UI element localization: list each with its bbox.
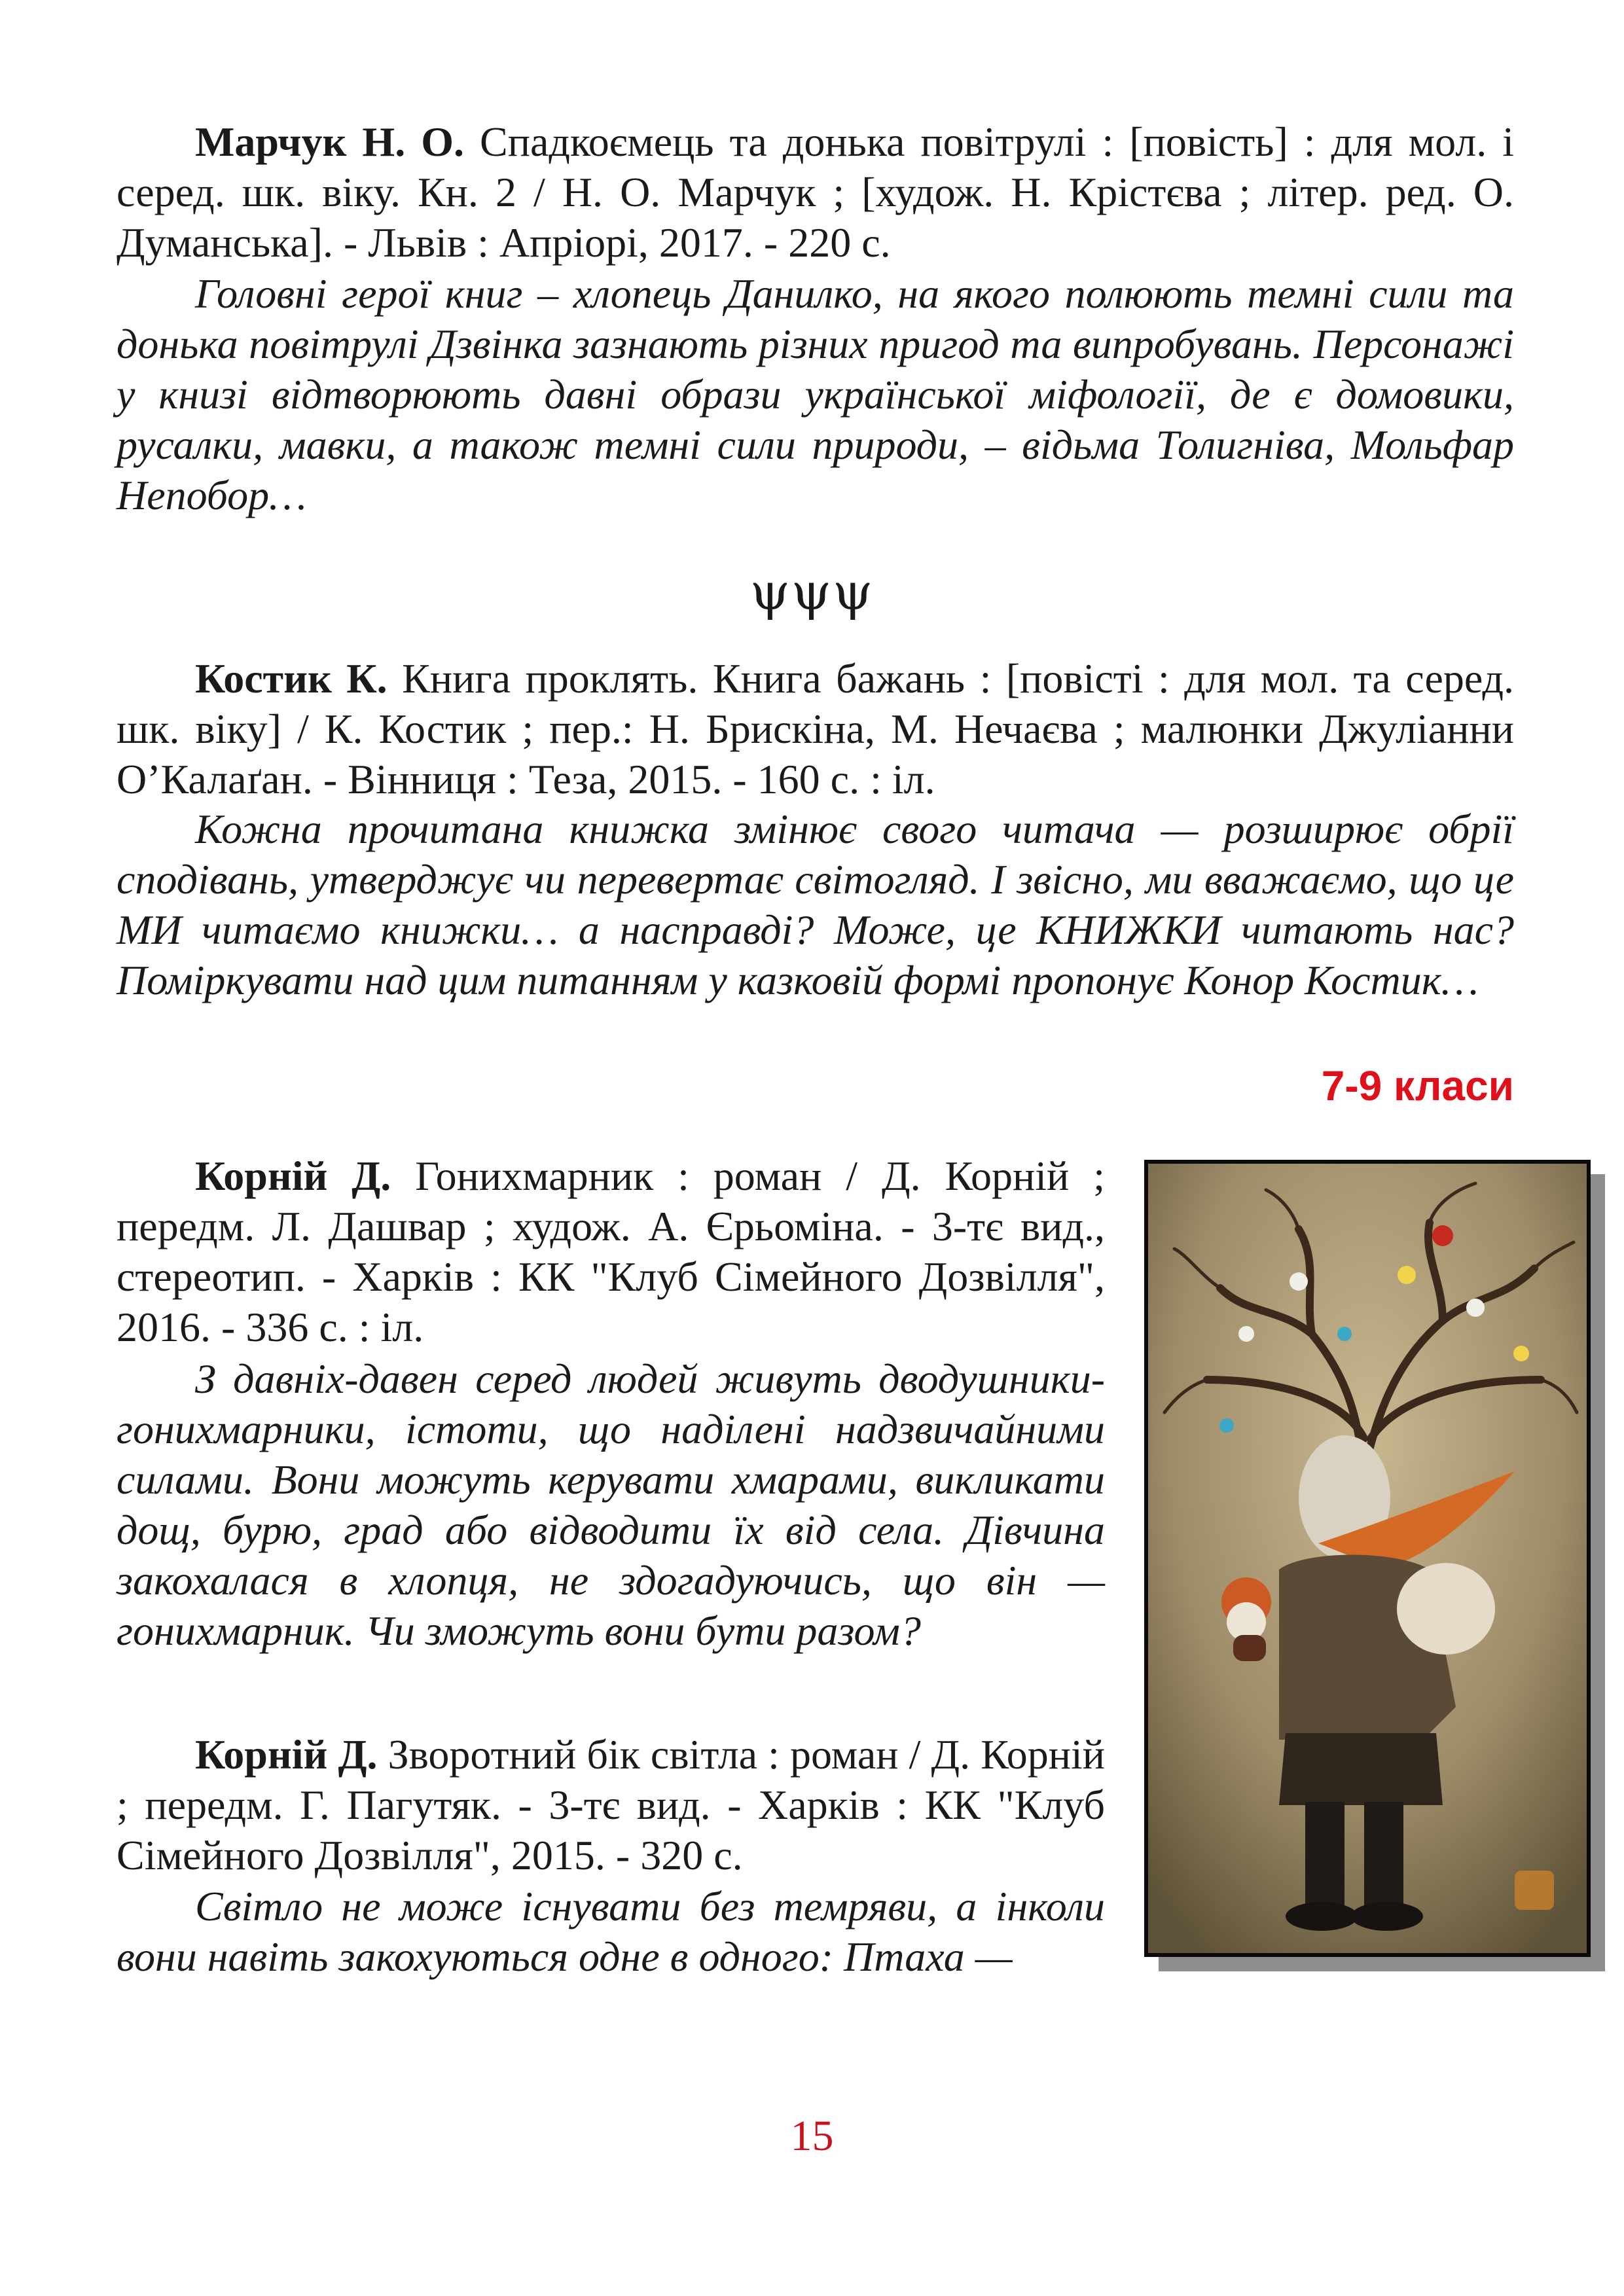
section-separator: ψψψ (749, 563, 875, 622)
page-number: 15 (790, 2112, 834, 2160)
entry-annotation-3: З давніх-давен серед людей живуть дводушники-гонихмарники, істоти, що наділені надзвичайними силами. Вони можуть керувати хмарами, викликати дощ, бурю, град або відводити їх від села. Дівчина закохалася в хлопця, не здогадуючись, що він — гонихмарник. Чи зможуть вони бути разом? (117, 1355, 1105, 1654)
entry-citation-3 (117, 1151, 1105, 1352)
entry-bibliographic-text-4: Зворотний бік світла : роман / Д. Корній ; передм. Г. Пагутяк. - 3-тє вид. - Харків : КК "Клуб Сімейного Дозвілля", 2015. - 320 с. (117, 1731, 1105, 1878)
entry-bibliographic-text-1: Спадкоємець та донька повітрулі : [повість] : для мол. і серед. шк. віку. Кн. 2 / Н. О. Марчук ; [худож. Н. Крістєва ; літер. ред. О. Думанська]. - Львів : Апріорі, 2017. - 220 с. (117, 118, 1515, 266)
entry-author-2: Костик К. (195, 655, 388, 702)
entry-annotation-1: Головні герої книг – хлопець Данилко, на якого полюють темні сили та донька повітрулі Дзвінка зазнають різних пригод та випробувань. Персонажі у книзі відтворюють давні образи української міфології, де є домовики, русалки, мавки, а також темні сили природи, – відьма Толигніва, Мольфар Непобор… (117, 270, 1514, 518)
entry-author-1: Марчук Н. О. (195, 118, 465, 165)
entry-annotation-2: Кожна прочитана книжка змінює свого читача — розширює обрії сподівань, утверджує чи перевертає світогляд. І звісно, ми вважаємо, що це МИ читаємо книжки… а насправді? Може, це КНИЖКИ читають нас? Поміркувати над цим питанням у казковій формі пропонує Конор Костик… (117, 806, 1514, 1003)
entry-citation-1 (117, 117, 1514, 268)
book-cover-illustration (1144, 1160, 1591, 1957)
entry-bibliographic-text-2: Книга проклять. Книга бажань : [повісті : для мол. та серед. шк. віку] / К. Костик ; пер.: Н. Брискіна, М. Нечаєва ; малюнки Джуліанни О’Калаґан. - Вінниця : Теза, 2015. - 160 с. : іл. (117, 655, 1515, 802)
entry-bibliographic-text-3: Гонихмарник : роман / Д. Корній ; передм. Л. Дашвар ; худож. А. Єрьоміна. - 3-тє вид., стереотип. - Харків : КК "Клуб Сімейного Дозвілля", 2016. - 336 с. : іл. (117, 1153, 1106, 1350)
entry-author-4: Корній Д. (195, 1731, 378, 1778)
entry-author-3: Корній Д. (195, 1153, 391, 1199)
entry-citation-4 (117, 1729, 1105, 1880)
grade-heading: 7-9 класи (1321, 1062, 1514, 1109)
entry-annotation-4: Світло не може існувати без темряви, а інколи вони навіть закохуються одне в одного: Птаха — (117, 1883, 1105, 1980)
book-cover-illustration-icon (1148, 1164, 1587, 1953)
entry-citation-2 (117, 653, 1514, 804)
